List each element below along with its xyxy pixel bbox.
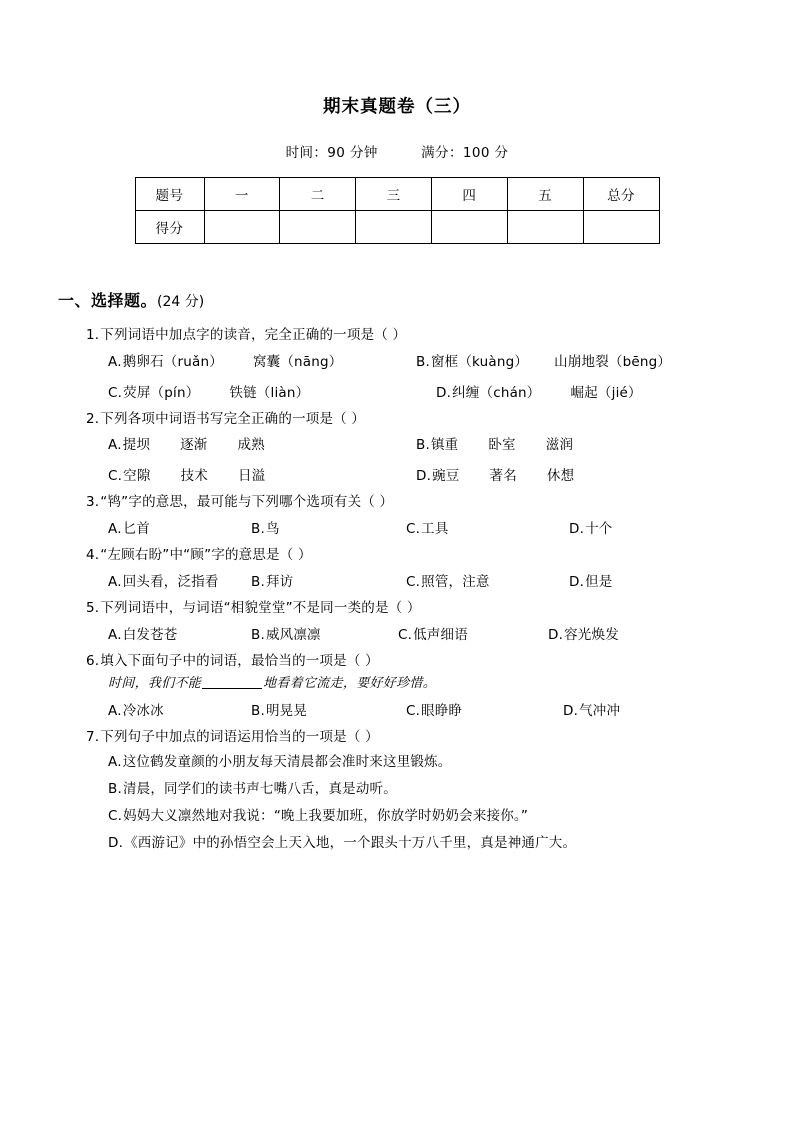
question-5-option-c[interactable]	[398, 623, 468, 643]
option-c-word3: 日溢	[237, 468, 266, 485]
score-cell-3[interactable]	[431, 210, 507, 243]
question-4-options-row	[86, 567, 750, 598]
question-6-number: 6.	[86, 653, 100, 670]
option-d-text: 十个	[585, 521, 613, 538]
question-6-option-a[interactable]	[108, 699, 164, 719]
option-b-word1: 镇重	[430, 437, 459, 454]
question-6	[0, 651, 794, 727]
option-d-word1: 豌豆	[432, 468, 460, 485]
option-b-text: 清晨，同学们的读书声七嘴八舌，真是动听。	[122, 780, 397, 797]
option-tag-d: D.	[569, 574, 585, 591]
question-1-option-c[interactable]	[108, 381, 309, 401]
question-2	[0, 409, 794, 493]
option-tag-d: D.	[569, 521, 585, 538]
question-2-options-row-2	[86, 461, 750, 492]
score-table-row-label-0: 题号	[135, 177, 204, 210]
option-b-text: 鸟	[265, 521, 280, 538]
question-5-option-b[interactable]	[251, 623, 321, 643]
question-3-option-a[interactable]	[108, 517, 150, 537]
question-7-option-a[interactable]	[86, 749, 750, 776]
option-d-text: 《西游记》中的孙悟空会上天入地，一个跟头十万八千里，真是神通广大。	[124, 834, 577, 851]
option-tag-c: C.	[108, 468, 123, 485]
page-title: 期末真题卷（三）	[323, 97, 471, 117]
question-4-stem	[86, 545, 750, 567]
option-b-part2: 山崩地裂（bēng）	[554, 353, 672, 370]
question-6-options-row	[86, 696, 750, 727]
option-tag-a: A.	[108, 353, 122, 370]
score-table-col-5: 总分	[583, 177, 659, 210]
question-5-option-d[interactable]	[548, 623, 619, 643]
option-c-word1: 空隙	[123, 468, 151, 485]
question-7	[0, 727, 794, 857]
option-tag-a: A.	[108, 521, 122, 538]
option-tag-a: A.	[108, 753, 122, 770]
question-7-option-d[interactable]	[86, 830, 750, 857]
question-2-option-d[interactable]	[416, 464, 574, 484]
question-2-stem	[86, 409, 750, 431]
option-c-text: 低声细语	[413, 627, 468, 644]
sentence-after-blank: 地看着它流走，要好好珍惜。	[263, 675, 437, 691]
question-7-number: 7.	[86, 728, 100, 745]
option-c-part1: 荧屏（pín）	[123, 384, 200, 401]
option-a-text: 这位鹤发童颜的小朋友每天清晨都会准时来这里锻炼。	[122, 753, 452, 770]
score-cell-1[interactable]	[280, 210, 356, 243]
question-4	[0, 545, 794, 598]
option-a-text: 匕首	[122, 521, 151, 538]
option-tag-c: C.	[398, 627, 413, 644]
question-7-stem	[86, 727, 750, 749]
score-table-col-0: 一	[204, 177, 280, 210]
question-4-number: 4.	[86, 547, 100, 564]
option-a-text: 冷冰冰	[122, 702, 164, 719]
question-6-option-d[interactable]	[563, 699, 620, 719]
question-1-options-row-1	[86, 347, 750, 378]
question-2-option-a[interactable]	[108, 433, 265, 453]
score-table-col-4: 五	[507, 177, 583, 210]
option-c-text: 妈妈大义凛然地对我说：“晚上我要加班，你放学时奶奶会来接你。”	[123, 807, 529, 824]
option-tag-d: D.	[436, 384, 452, 401]
score-cell-0[interactable]	[204, 210, 280, 243]
option-d-part1: 纠缠（chán）	[452, 384, 541, 401]
table-row-header	[135, 177, 659, 210]
score-table-col-3: 四	[431, 177, 507, 210]
option-tag-a: A.	[108, 702, 122, 719]
question-2-option-b[interactable]	[416, 433, 573, 453]
option-d-part2: 崛起（jié）	[570, 384, 642, 401]
question-2-number: 2.	[86, 410, 100, 427]
exam-meta	[0, 119, 794, 161]
option-a-part2: 窝囊（nāng）	[252, 353, 343, 370]
section-heading-1	[0, 244, 794, 311]
question-1-text: 下列词语中加点字的读音，完全正确的一项是（ ）	[100, 326, 407, 343]
question-6-stem	[86, 651, 750, 673]
question-1	[0, 325, 794, 409]
option-tag-d: D.	[416, 468, 432, 485]
question-list	[0, 311, 794, 857]
question-1-number: 1.	[86, 326, 100, 343]
option-tag-a: A.	[108, 574, 122, 591]
question-6-text: 填入下面句子中的词语，最恰当的一项是（ ）	[100, 653, 379, 670]
exam-time-label: 时间：90 分钟	[285, 144, 378, 161]
question-1-stem	[86, 325, 750, 347]
fill-in-blank[interactable]	[202, 688, 262, 689]
option-b-word3: 滋润	[545, 437, 574, 454]
exam-total-label: 满分：100 分	[421, 144, 509, 161]
score-table-col-1: 二	[280, 177, 356, 210]
table-row-scores	[135, 210, 659, 243]
question-2-options-row-1	[86, 430, 750, 461]
option-d-text: 容光焕发	[564, 627, 619, 644]
question-5-number: 5.	[86, 600, 100, 617]
option-d-text: 但是	[585, 574, 613, 591]
question-1-option-d[interactable]	[436, 381, 642, 401]
question-2-text: 下列各项中词语书写完全正确的一项是（ ）	[100, 410, 366, 427]
question-1-option-b[interactable]	[416, 350, 671, 370]
option-tag-a: A.	[108, 437, 122, 454]
option-tag-d: D.	[548, 627, 564, 644]
question-1-option-a[interactable]	[108, 350, 343, 370]
option-tag-c: C.	[406, 574, 421, 591]
score-cell-5[interactable]	[583, 210, 659, 243]
option-d-word2: 著名	[489, 468, 517, 485]
question-7-text: 下列句子中加点的词语运用恰当的一项是（ ）	[100, 728, 379, 745]
question-3	[0, 492, 794, 545]
option-tag-b: B.	[416, 353, 430, 370]
question-1-options-row-2	[86, 378, 750, 409]
option-b-word2: 卧室	[488, 437, 516, 454]
option-tag-b: B.	[108, 780, 122, 797]
option-b-text: 明晃晃	[265, 702, 308, 719]
option-a-word3: 成熟	[237, 437, 265, 454]
section-points: (24 分)	[157, 293, 205, 310]
score-table-col-2: 三	[356, 177, 432, 210]
question-3-option-b[interactable]	[251, 517, 280, 537]
question-4-option-d[interactable]	[569, 570, 613, 590]
question-7-option-b[interactable]	[86, 776, 750, 803]
question-5-stem	[86, 598, 750, 620]
option-tag-b: B.	[251, 521, 265, 538]
score-table-container	[0, 161, 794, 244]
option-b-text: 威风凛凛	[265, 627, 321, 644]
question-7-option-c[interactable]	[86, 803, 750, 830]
option-tag-b: B.	[251, 627, 265, 644]
option-d-text: 气冲冲	[579, 702, 621, 719]
question-3-options-row	[86, 514, 750, 545]
option-tag-b: B.	[251, 574, 265, 591]
option-b-text: 拜访	[265, 574, 294, 591]
question-6-option-b[interactable]	[251, 699, 307, 719]
option-tag-c: C.	[108, 807, 123, 824]
option-tag-b: B.	[416, 437, 430, 454]
question-5-option-a[interactable]	[108, 623, 178, 643]
score-table-row-label-1: 得分	[135, 210, 204, 243]
option-d-word3: 休想	[546, 468, 575, 485]
option-tag-b: B.	[251, 702, 265, 719]
option-tag-c: C.	[406, 521, 421, 538]
question-3-option-c[interactable]	[406, 517, 449, 537]
option-b-part1: 窗框（kuàng）	[430, 353, 529, 370]
sentence-before-blank: 时间，我们不能	[108, 675, 202, 691]
question-3-option-d[interactable]	[569, 517, 613, 537]
question-4-option-b[interactable]	[251, 570, 293, 590]
option-a-part1: 鹅卵石（ruǎn）	[122, 353, 223, 370]
question-4-option-a[interactable]	[108, 570, 219, 590]
question-3-number: 3.	[86, 494, 100, 511]
option-c-text: 眼睁睁	[421, 702, 463, 719]
question-2-option-c[interactable]	[108, 464, 265, 484]
question-6-sentence	[86, 673, 750, 696]
question-5	[0, 598, 794, 651]
score-table	[135, 177, 660, 244]
option-tag-d: D.	[108, 834, 124, 851]
option-tag-c: C.	[406, 702, 421, 719]
question-5-text: 下列词语中，与词语“相貌堂堂”不是同一类的是（ ）	[100, 600, 421, 617]
score-cell-2[interactable]	[356, 210, 432, 243]
option-a-text: 回头看，泛指看	[122, 574, 219, 591]
option-a-word2: 逐渐	[180, 437, 208, 454]
option-a-word1: 提坝	[122, 437, 151, 454]
option-c-word2: 技术	[180, 468, 208, 485]
question-3-text: “鸨”字的意思，最可能与下列哪个选项有关（ ）	[100, 494, 394, 511]
option-c-part2: 铁链（liàn）	[229, 384, 310, 401]
question-6-option-c[interactable]	[406, 699, 462, 719]
score-cell-4[interactable]	[507, 210, 583, 243]
option-a-text: 白发苍苍	[122, 627, 178, 644]
question-3-stem	[86, 492, 750, 514]
option-tag-d: D.	[563, 702, 579, 719]
option-c-text: 工具	[421, 521, 449, 538]
section-heading-text: 一、选择题。	[58, 290, 158, 310]
option-tag-c: C.	[108, 384, 123, 401]
option-tag-a: A.	[108, 627, 122, 644]
question-4-option-c[interactable]	[406, 570, 490, 590]
question-4-text: “左顾右盼”中“顾”字的意思是（ ）	[100, 547, 312, 564]
question-5-options-row	[86, 620, 750, 651]
option-c-text: 照管，注意	[421, 574, 490, 591]
